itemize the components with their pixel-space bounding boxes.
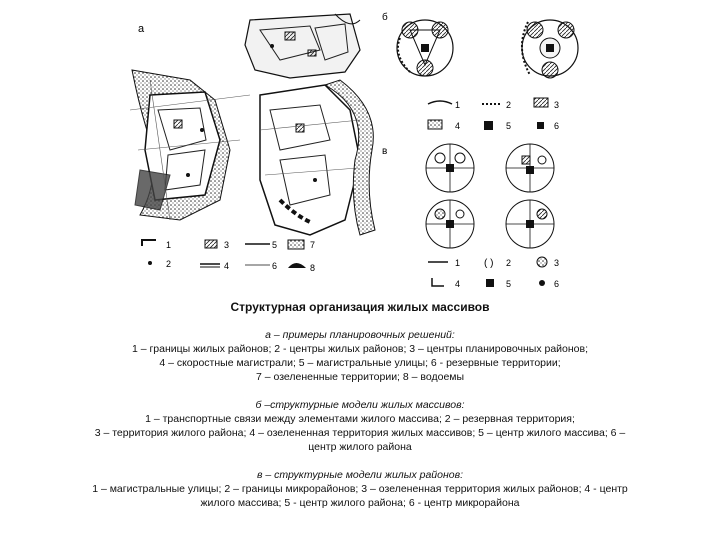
caption-block-b xyxy=(0,398,720,454)
caption-block-a xyxy=(0,328,720,384)
legend-a-4: 4 xyxy=(224,261,230,271)
panel-v-model-4 xyxy=(506,200,554,248)
legend-b-2: 2 xyxy=(506,100,512,110)
caption-block-a-line: 1 – границы жилых районов; 2 - центры жилых районов; 3 – центры планировочных районов; xyxy=(131,343,589,355)
panel-b-model-1 xyxy=(397,20,453,76)
caption-block-b-line: 1 – транспортные связи между элементами жилого массива; 2 – резервная территория; xyxy=(145,413,575,425)
panel-b-legend xyxy=(428,98,559,131)
svg-text:( ): ( ) xyxy=(484,258,494,269)
caption-block-a-heading: а – примеры планировочных решений: xyxy=(265,329,455,341)
legend-v-6: 6 xyxy=(554,279,560,289)
panel-v-letter: в xyxy=(382,146,388,157)
panel-v xyxy=(382,144,559,289)
panel-v-legend xyxy=(428,257,559,289)
legend-a-8: 8 xyxy=(310,263,316,273)
panel-a xyxy=(130,14,375,273)
diagram-svg xyxy=(110,0,600,292)
panel-b xyxy=(382,11,578,131)
panel-b-model-2 xyxy=(522,20,578,78)
legend-a-7: 7 xyxy=(310,240,316,250)
legend-v-1: 1 xyxy=(455,258,461,268)
caption-title: Структурная организация жилых массивов xyxy=(230,300,490,314)
panel-a-left-map xyxy=(130,70,250,220)
caption-block-b-heading: б –структурные модели жилых массивов: xyxy=(255,399,465,411)
legend-v-2: 2 xyxy=(506,258,512,268)
caption-block-b-line: центр жилого района xyxy=(308,441,412,453)
caption-block-v-line: 1 – магистральные улицы; 2 – границы микрорайонов; 3 – озелененная территория жилых районов; 4 - центр xyxy=(92,483,628,495)
legend-v-5: 5 xyxy=(506,279,512,289)
legend-b-1: 1 xyxy=(455,100,461,110)
legend-a-2: 2 xyxy=(166,259,172,269)
legend-v-3: 3 xyxy=(554,258,560,268)
legend-b-4: 4 xyxy=(455,121,461,131)
caption-block-a-line: 7 – озелененные территории; 8 – водоемы xyxy=(255,371,465,383)
caption-block-a-line: 4 – скоростные магистрали; 5 – магистральные улицы; 6 - резервные территории; xyxy=(159,357,561,369)
panel-a-letter: а xyxy=(138,23,145,35)
caption-block-v xyxy=(0,468,720,510)
legend-b-6: 6 xyxy=(554,121,560,131)
legend-v-4: 4 xyxy=(455,279,461,289)
legend-a-1: 1 xyxy=(166,240,172,250)
panel-v-model-1 xyxy=(426,144,474,192)
panel-b-letter: б xyxy=(382,12,388,23)
caption-block-b-line: 3 – территория жилого района; 4 – озелененная территория жилых массивов; 5 – центр жилого массива; 6 – xyxy=(94,427,626,439)
panel-a-top-map xyxy=(245,14,360,78)
structural-diagram-figure xyxy=(110,0,600,292)
legend-b-5: 5 xyxy=(506,121,512,131)
legend-a-6: 6 xyxy=(272,261,278,271)
panel-v-model-3 xyxy=(426,200,474,248)
caption-block-v-heading: в – структурные модели жилых районов: xyxy=(257,469,463,481)
legend-a-5: 5 xyxy=(272,240,278,250)
panel-a-legend xyxy=(142,240,315,273)
caption-block-v-line: жилого массива; 5 - центр жилого района; 6 - центр микрорайона xyxy=(200,497,520,509)
panel-v-model-2 xyxy=(506,144,554,192)
legend-a-3: 3 xyxy=(224,240,230,250)
legend-b-3: 3 xyxy=(554,100,560,110)
panel-a-right-map xyxy=(260,80,375,235)
figure-caption xyxy=(0,292,720,510)
